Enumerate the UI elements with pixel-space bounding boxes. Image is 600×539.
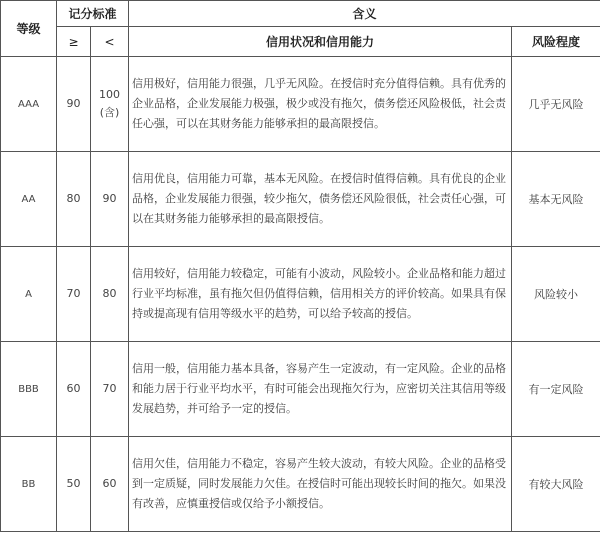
description-cell: 信用一般，信用能力基本具备，容易产生一定波动，有一定风险。企业的品格和能力居于行业平均水平，有时可能会出现拖欠行为，应密切关注其信用等级发展趋势，并可给予一定的授信。	[129, 342, 512, 437]
description-cell: 信用极好，信用能力很强，几乎无风险。在授信时充分值得信赖。具有优秀的企业品格，企业发展能力极强，极少或没有拖欠，债务偿还风险极低，社会责任心强，可以在其财务能力能够承担的最高限授信。	[129, 57, 512, 152]
min-score-cell: 70	[57, 247, 91, 342]
risk-cell: 有一定风险	[512, 342, 600, 437]
table-row	[1, 152, 600, 247]
header-grade: 等级	[1, 1, 57, 57]
table-row	[1, 247, 600, 342]
description-cell: 信用欠佳，信用能力不稳定，容易产生较大波动，有较大风险。企业的品格受到一定质疑，同时发展能力欠佳。在授信时可能出现较长时间的拖欠。如果没有改善，应慎重授信或仅给予小额授信。	[129, 437, 512, 532]
description-cell: 信用优良，信用能力可靠，基本无风险。在授信时值得信赖。具有优良的企业品格，企业发展能力很强，较少拖欠，债务偿还风险很低，社会责任心强，可以在其财务能力能够承担的最高限授信。	[129, 152, 512, 247]
header-score-standard: 记分标准	[57, 1, 129, 27]
max-score-cell: 80	[91, 247, 129, 342]
header-gte: ≥	[57, 27, 91, 57]
max-score-cell: 90	[91, 152, 129, 247]
max-score-value: 100	[99, 88, 120, 101]
grade-cell: BB	[1, 437, 57, 532]
risk-cell: 有较大风险	[512, 437, 600, 532]
table-row	[1, 437, 600, 532]
risk-cell: 几乎无风险	[512, 57, 600, 152]
description-cell: 信用较好，信用能力较稳定，可能有小波动，风险较小。企业品格和能力超过行业平均标准，虽有拖欠但仍值得信赖，信用相关方的评价较高。如果具有保持或提高现有信用等级水平的趋势，可以给予较高的授信。	[129, 247, 512, 342]
table-row	[1, 57, 600, 152]
header-lt: <	[91, 27, 129, 57]
max-score-cell	[91, 57, 129, 152]
max-score-note: (含)	[99, 106, 120, 119]
grade-cell: AAA	[1, 57, 57, 152]
grade-cell: A	[1, 247, 57, 342]
max-score-cell: 70	[91, 342, 129, 437]
min-score-cell: 50	[57, 437, 91, 532]
risk-cell: 基本无风险	[512, 152, 600, 247]
header-risk-level: 风险程度	[512, 27, 600, 57]
min-score-cell: 60	[57, 342, 91, 437]
risk-cell: 风险较小	[512, 247, 600, 342]
table-row	[1, 342, 600, 437]
min-score-cell: 80	[57, 152, 91, 247]
min-score-cell: 90	[57, 57, 91, 152]
grade-cell: AA	[1, 152, 57, 247]
grade-cell: BBB	[1, 342, 57, 437]
header-credit-status: 信用状况和信用能力	[129, 27, 512, 57]
header-meaning: 含义	[129, 1, 600, 27]
max-score-cell: 60	[91, 437, 129, 532]
